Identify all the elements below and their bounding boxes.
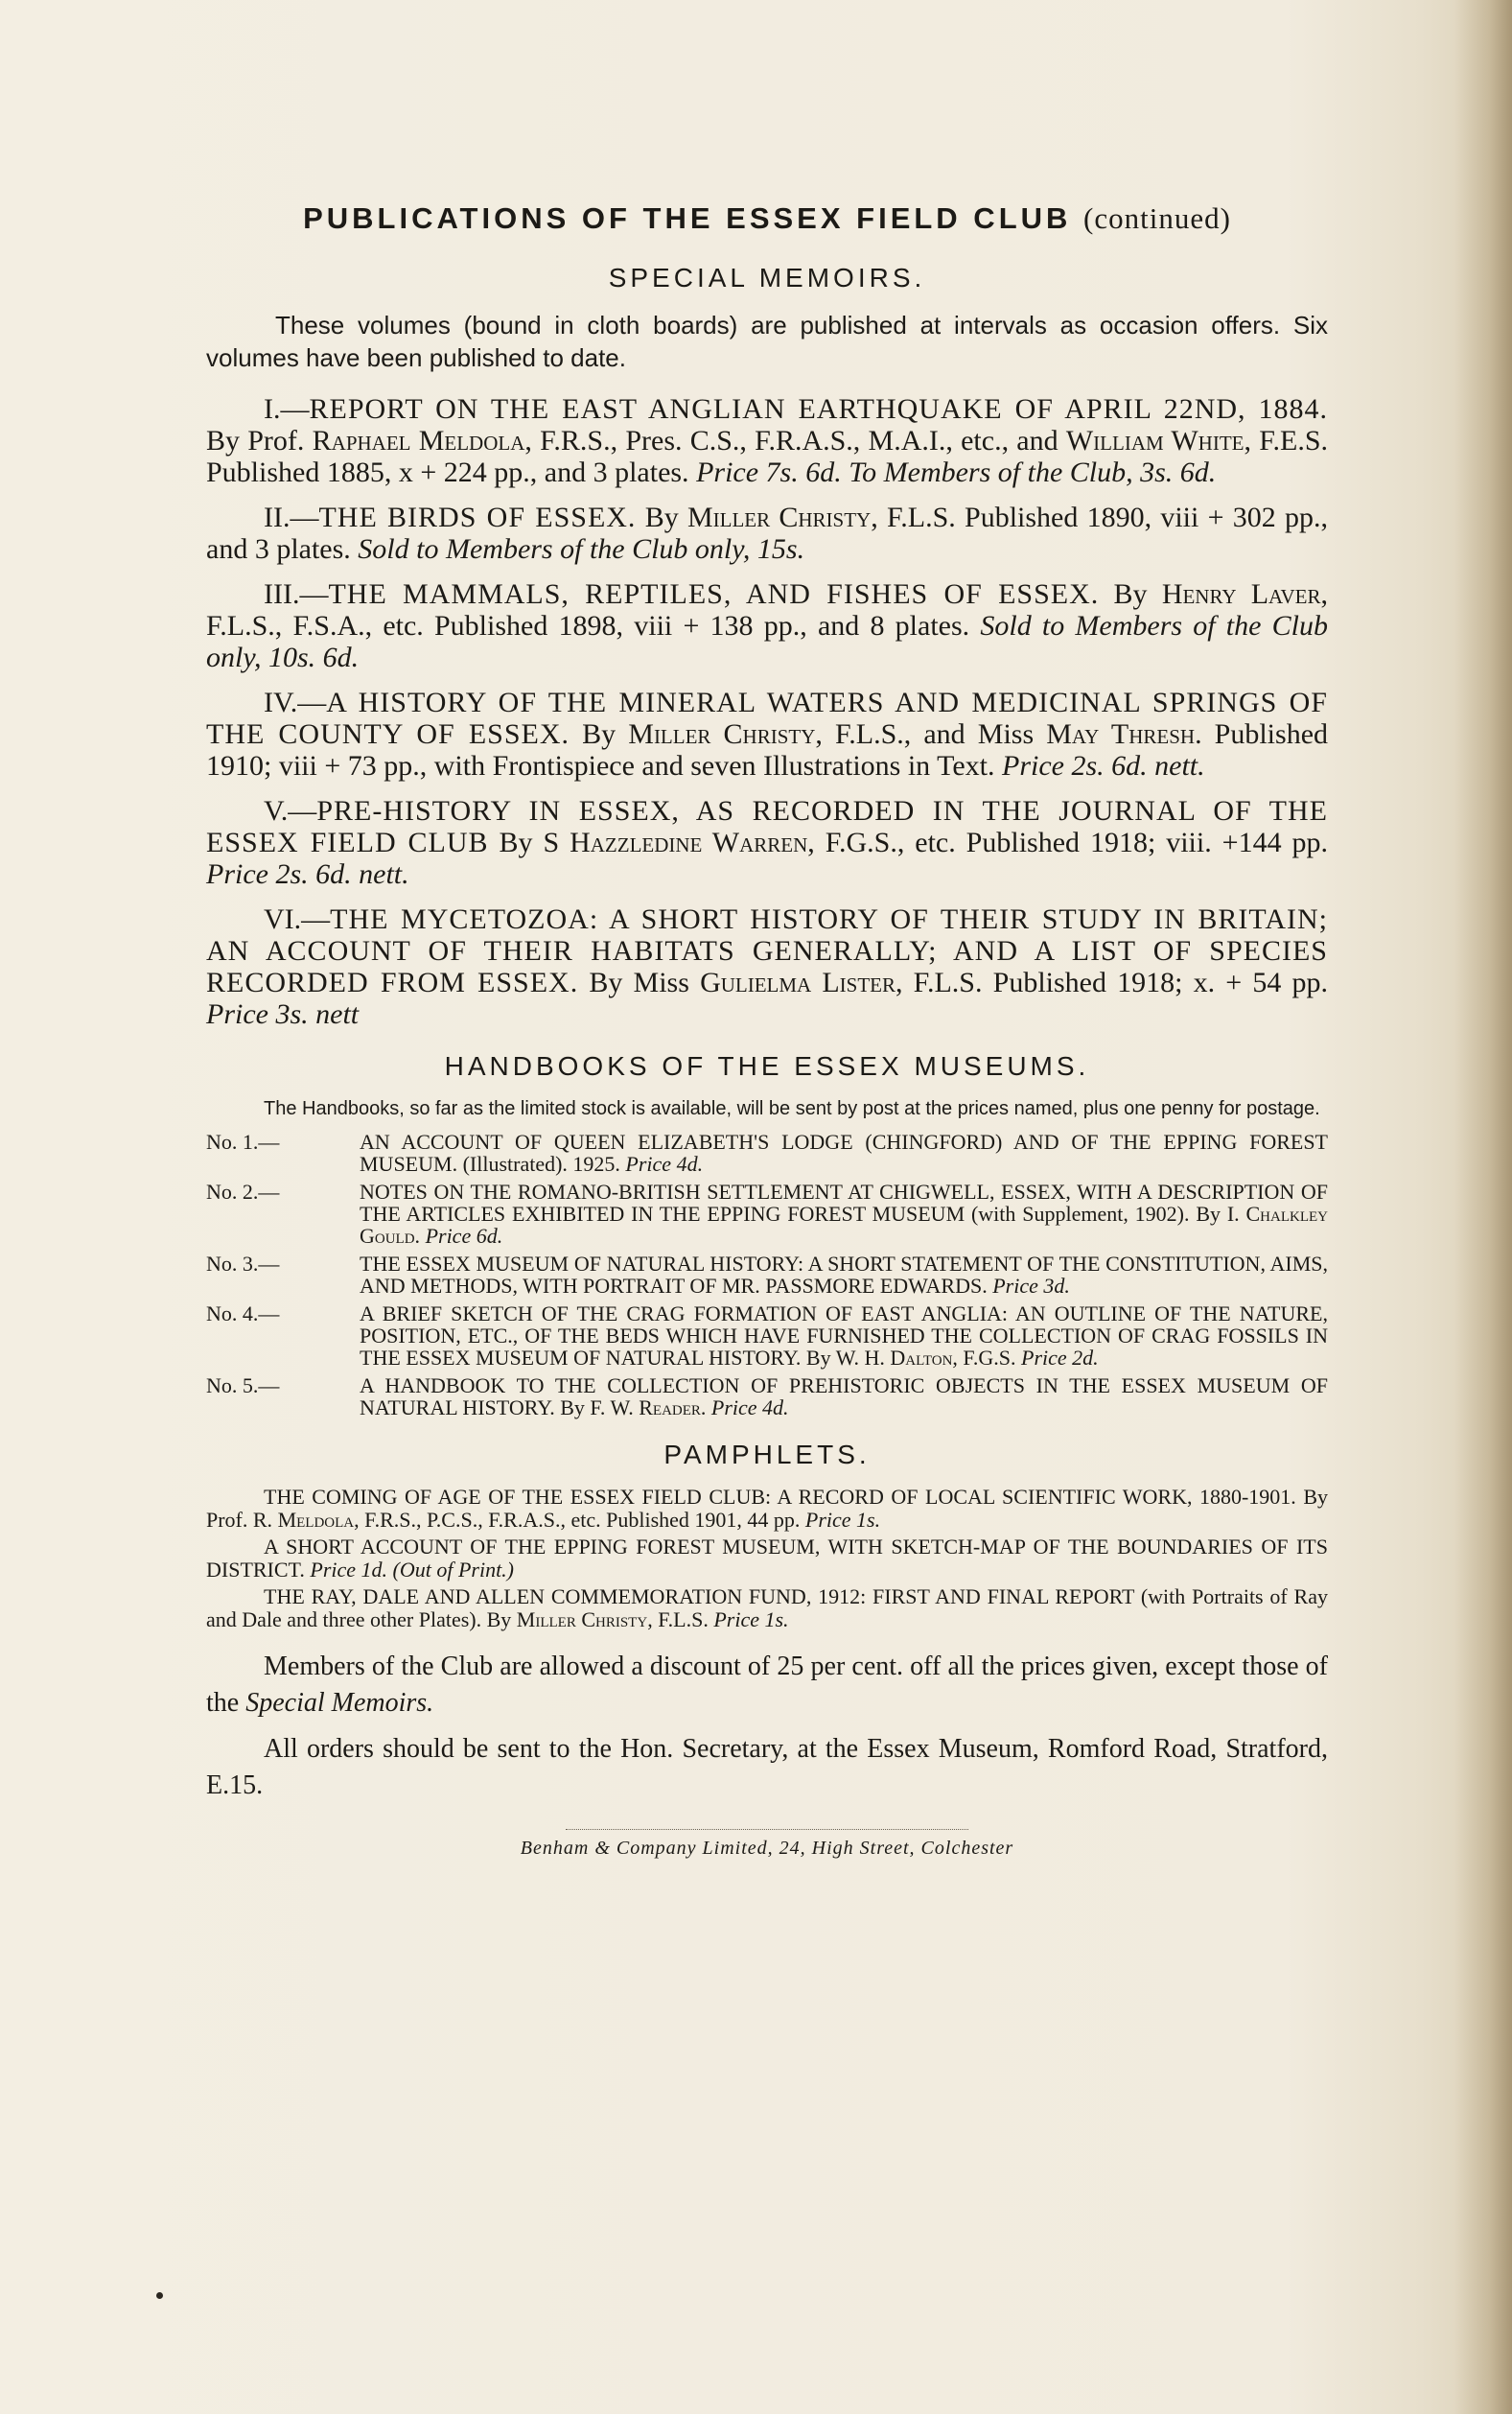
handbook-text: A BRIEF SKETCH OF THE CRAG FORMATION OF EAST ANGLIA: AN OUTLINE OF THE NATURE, POSITION, ETC., OF THE BEDS WHICH HAVE FURNISHED THE COLLECTION OF CRAG FOSSILS IN THE ESSEX MUSEUM OF NATURAL HISTORY. By W. H. bbox=[360, 1301, 1328, 1370]
header-title: PUBLICATIONS OF THE ESSEX FIELD CLUB bbox=[303, 201, 1072, 235]
handbook-author: I. Chalkley Gould. bbox=[360, 1202, 1328, 1248]
pamphlet-author: Miller Christy bbox=[516, 1607, 648, 1631]
memoir-author: Miller Christy bbox=[628, 718, 816, 750]
handbook-price: Price 6d. bbox=[425, 1224, 503, 1248]
handbook-text: AN ACCOUNT OF QUEEN ELIZABETH'S LODGE (CHINGFORD) AND OF THE EPPING FOREST MUSEUM. (Illustrated). 1925. bbox=[360, 1130, 1328, 1176]
memoir-number: IV.— bbox=[264, 687, 327, 718]
pamphlet-details: , F.R.S., P.C.S., F.R.A.S., etc. Published 1901, 44 pp. bbox=[354, 1508, 801, 1532]
pamphlet-price: Price 1s. bbox=[804, 1508, 881, 1532]
handbook-entry bbox=[206, 1131, 1328, 1175]
pamphlets-heading: PAMPHLETS. bbox=[663, 1440, 871, 1469]
orders-notice: All orders should be sent to the Hon. Secretary, at the Essex Museum, Romford Road, Stratford, E.15. bbox=[206, 1734, 1328, 1800]
memoir-number: II.— bbox=[264, 502, 319, 533]
memoir-details: , F.L.S., F.S.A., etc. Published 1898, viii + 138 pp., and 8 plates. bbox=[206, 578, 1329, 642]
pamphlet-details: , F.L.S. bbox=[647, 1607, 709, 1631]
memoir-details: , F.G.S., etc. Published 1918; viii. +144 pp. bbox=[807, 827, 1329, 858]
handbook-author: Dalton, F.G.S. bbox=[890, 1346, 1016, 1370]
handbook-price: Price 3d. bbox=[992, 1274, 1070, 1298]
pamphlet-price: Price 1d. (Out of Print.) bbox=[310, 1558, 515, 1582]
pamphlet-text: A SHORT ACCOUNT OF THE EPPING FOREST MUSEUM, WITH SKETCH-MAP OF THE BOUNDARIES OF ITS DISTRICT. bbox=[206, 1535, 1328, 1582]
memoir-details: , F.L.S. Published 1890, viii + 302 pp., and 3 plates. bbox=[206, 502, 1329, 565]
memoir-mid: , F.L.S., and Miss bbox=[815, 718, 1035, 750]
memoir-title: THE MYCETOZOA: A SHORT HISTORY OF THEIR STUDY IN BRITAIN; AN ACCOUNT OF THEIR HABITATS GENERALLY; AND A LIST OF SPECIES RECORDED FROM ESSEX. bbox=[206, 903, 1328, 998]
memoir-by: By bbox=[582, 718, 616, 750]
memoir-by: By bbox=[644, 502, 679, 533]
handbook-text: A HANDBOOK TO THE COLLECTION OF PREHISTORIC OBJECTS IN THE ESSEX MUSEUM OF NATURAL HISTORY. By F. W. bbox=[360, 1373, 1328, 1419]
handbook-entry bbox=[206, 1302, 1328, 1369]
handbook-text: THE ESSEX MUSEUM OF NATURAL HISTORY: A SHORT STATEMENT OF THE CONSTITUTION, AIMS, AND METHODS, WITH PORTRAIT OF MR. PASSMORE EDWARDS. bbox=[360, 1252, 1328, 1298]
page-binding-edge bbox=[1454, 0, 1512, 2414]
memoir-by: By S bbox=[499, 827, 560, 858]
memoir-author-2: William White bbox=[1065, 425, 1244, 457]
header-continued: (continued) bbox=[1083, 201, 1231, 235]
special-memoirs-heading: SPECIAL MEMOIRS. bbox=[608, 263, 926, 293]
memoir-author: Hazzledine Warren bbox=[570, 827, 808, 858]
memoir-details: . Published 1910; viii + 73 pp., with Frontispiece and seven Illustrations in Text. bbox=[206, 718, 1329, 782]
memoir-price: Price 2s. 6d. nett. bbox=[1002, 750, 1205, 782]
special-memoirs-intro: These volumes (bound in cloth boards) are published at intervals as occasion offers. Six volumes have been published to date. bbox=[206, 311, 1328, 372]
pamphlet-price: Price 1s. bbox=[713, 1607, 789, 1631]
memoir-by: By bbox=[1113, 578, 1148, 610]
memoir-number: V.— bbox=[264, 795, 317, 827]
pamphlet-entry bbox=[206, 1486, 1328, 1532]
memoir-price: Sold to Members of the Club only, 10s. 6d. bbox=[206, 610, 1328, 673]
discount-text: Members of the Club are allowed a discount of 25 per cent. off all the prices given, except those of the bbox=[206, 1652, 1328, 1718]
discount-exception: Special Memoirs. bbox=[245, 1688, 434, 1718]
memoir-author: Raphael Meldola bbox=[312, 425, 525, 457]
memoir-title: REPORT ON THE EAST ANGLIAN EARTHQUAKE OF APRIL 22ND, 1884. bbox=[309, 393, 1328, 425]
handbooks-heading: HANDBOOKS OF THE ESSEX MUSEUMS. bbox=[444, 1051, 1090, 1081]
memoir-number: I.— bbox=[264, 393, 310, 425]
discount-notice bbox=[206, 1649, 1328, 1722]
memoir-by: By Miss bbox=[589, 967, 689, 998]
pamphlet-text: THE RAY, DALE AND ALLEN COMMEMORATION FUND, 1912: FIRST AND FINAL REPORT (with Portraits of Ray and Dale and three other Plates). By bbox=[206, 1584, 1328, 1631]
memoir-number: VI.— bbox=[264, 903, 331, 935]
handbook-entry bbox=[206, 1181, 1328, 1247]
paper-speck bbox=[156, 2292, 163, 2299]
handbook-number: No. 1.— bbox=[206, 1130, 280, 1154]
memoir-entry bbox=[206, 687, 1328, 782]
handbooks-intro: The Handbooks, so far as the limited stock is available, will be sent by post at the prices named, plus one penny for postage. bbox=[264, 1098, 1320, 1119]
handbook-number: No. 4.— bbox=[206, 1301, 280, 1325]
memoir-author-2: May Thresh bbox=[1046, 718, 1196, 750]
handbook-number: No. 2.— bbox=[206, 1180, 280, 1204]
footer-rule bbox=[566, 1829, 968, 1830]
memoir-author: Henry Laver bbox=[1161, 578, 1321, 610]
memoir-author: Gulielma Lister bbox=[700, 967, 896, 998]
memoir-entry bbox=[206, 502, 1328, 565]
handbook-number: No. 5.— bbox=[206, 1373, 280, 1397]
memoir-by: By Prof. bbox=[206, 425, 305, 457]
memoir-entry bbox=[206, 903, 1328, 1030]
memoir-title: A HISTORY OF THE MINERAL WATERS AND MEDICINAL SPRINGS OF THE COUNTY OF ESSEX. bbox=[206, 687, 1328, 750]
memoir-price: Price 7s. 6d. To Members of the Club, 3s. 6d. bbox=[696, 457, 1217, 488]
memoir-entry bbox=[206, 578, 1328, 673]
printer-imprint: Benham & Company Limited, 24, High Street, Colchester bbox=[520, 1838, 1014, 1859]
handbook-entry bbox=[206, 1374, 1328, 1418]
memoir-details: , F.E.S. Published 1885, x + 224 pp., and 3 plates. bbox=[206, 425, 1329, 488]
memoir-author: Miller Christy bbox=[686, 502, 872, 533]
handbook-text: NOTES ON THE ROMANO-BRITISH SETTLEMENT AT CHIGWELL, ESSEX, WITH A DESCRIPTION OF THE ARTICLES EXHIBITED IN THE EPPING FOREST MUSEUM (with Supplement, 1902). By bbox=[360, 1180, 1328, 1226]
memoir-price: Price 2s. 6d. nett. bbox=[206, 858, 409, 890]
memoir-price: Price 3s. nett bbox=[206, 998, 360, 1030]
handbook-price: Price 2d. bbox=[1021, 1346, 1099, 1370]
running-header bbox=[206, 201, 1328, 236]
memoir-details: , F.L.S. Published 1918; x. + 54 pp. bbox=[896, 967, 1329, 998]
memoir-title: THE MAMMALS, REPTILES, AND FISHES OF ESSEX. bbox=[328, 578, 1100, 610]
memoir-title: PRE-HISTORY IN ESSEX, AS RECORDED IN THE JOURNAL OF THE ESSEX FIELD CLUB bbox=[206, 795, 1328, 858]
pamphlet-author: Meldola bbox=[277, 1508, 355, 1532]
pamphlet-text: THE COMING OF AGE OF THE ESSEX FIELD CLUB: A RECORD OF LOCAL SCIENTIFIC WORK, 1880-1901. By Prof. R. bbox=[206, 1485, 1328, 1532]
handbook-price: Price 4d. bbox=[710, 1395, 789, 1419]
document-body bbox=[206, 201, 1328, 1860]
pamphlet-entry bbox=[206, 1535, 1328, 1582]
pamphlet-entry bbox=[206, 1585, 1328, 1631]
handbook-price: Price 4d. bbox=[625, 1152, 704, 1176]
handbook-number: No. 3.— bbox=[206, 1252, 280, 1276]
memoir-number: III.— bbox=[264, 578, 329, 610]
memoir-mid: , F.R.S., Pres. C.S., F.R.A.S., M.A.I., etc., and bbox=[524, 425, 1058, 457]
memoir-title: THE BIRDS OF ESSEX. bbox=[318, 502, 637, 533]
handbook-author: Reader. bbox=[639, 1395, 707, 1419]
memoir-entry bbox=[206, 795, 1328, 890]
memoir-price: Sold to Members of the Club only, 15s. bbox=[358, 533, 805, 565]
handbook-entry bbox=[206, 1253, 1328, 1297]
memoir-entry bbox=[206, 393, 1328, 488]
